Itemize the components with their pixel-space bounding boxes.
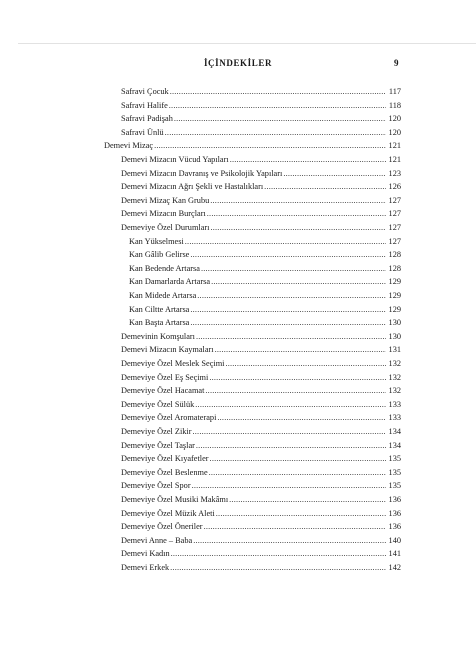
toc-entry-page: 134 — [388, 440, 401, 450]
toc-entry-page: 120 — [388, 127, 401, 137]
dot-leader — [170, 561, 386, 575]
toc-entry-page: 134 — [388, 427, 401, 436]
dot-leader — [216, 507, 386, 521]
dot-leader — [207, 207, 386, 221]
dot-leader — [190, 248, 386, 262]
toc-entry-page: 130 — [388, 331, 401, 341]
toc-entry[interactable] — [121, 194, 401, 208]
toc-entry[interactable] — [121, 99, 401, 113]
dot-leader — [211, 275, 386, 289]
toc-entry-title: Demeviye Özel Taşlar — [121, 440, 195, 450]
dot-leader — [190, 316, 386, 330]
toc-entry[interactable] — [121, 85, 401, 99]
toc-entry-page: 123 — [388, 168, 401, 178]
toc-entry-page: 128 — [388, 250, 401, 260]
toc-entry-page: 129 — [388, 304, 401, 314]
toc-entry-title: Demeviye Özel Beslenme — [121, 467, 208, 477]
toc-entry-page: 132 — [388, 372, 401, 382]
toc-entry-title: Demeviye Özel Öneriler — [121, 522, 203, 532]
toc-entry-title: Demeviye Özel Sülük — [121, 399, 195, 409]
top-divider — [18, 43, 476, 44]
dot-leader — [192, 479, 386, 493]
toc-entry-title: Demevi Mizacın Ağrı Şekli ve Hastalıkları — [121, 182, 264, 192]
toc-entry-page: 133 — [388, 399, 401, 409]
toc-entry-page: 136 — [388, 508, 401, 518]
toc-entry-title: Demevi Mizaç — [104, 141, 154, 151]
dot-leader — [209, 371, 386, 385]
page-number: 9 — [394, 58, 399, 68]
toc-entry-page: 121 — [388, 155, 401, 164]
toc-entry-page: 133 — [388, 413, 401, 423]
toc-entry-page: 135 — [388, 467, 401, 477]
toc-entry-title: Demeviye Özel Meslek Seçimi — [121, 359, 225, 368]
dot-leader — [210, 452, 386, 466]
toc-entry-title: Safravi Ünlü — [121, 127, 164, 137]
toc-entry-page: 136 — [388, 495, 401, 504]
toc-entry-title: Demeviye Özel Aromaterapi — [121, 413, 217, 423]
toc-entry-title: Demeviye Özel Zikir — [121, 427, 192, 436]
toc-entry-title: Kan Midede Artarsa — [129, 291, 197, 300]
toc-entry[interactable] — [121, 153, 401, 167]
dot-leader — [215, 343, 386, 357]
toc-entry-title: Demevi Mizacın Burçları — [121, 209, 206, 219]
toc-entry[interactable] — [121, 534, 401, 548]
toc-entry[interactable] — [121, 561, 401, 575]
dot-leader — [197, 289, 386, 303]
toc-entry-page: 128 — [388, 263, 401, 273]
toc-entry[interactable] — [121, 112, 401, 126]
toc-entry[interactable] — [129, 248, 401, 262]
toc-entry-title: Demevi Kadın — [121, 549, 170, 559]
dot-leader — [154, 139, 386, 153]
toc-entry-page: 129 — [388, 291, 401, 300]
toc-entry-title: Kan Bedende Artarsa — [129, 263, 200, 273]
toc-entry[interactable] — [121, 479, 401, 493]
toc-entry-title: Demeviye Özel Spor — [121, 481, 191, 491]
dot-leader — [201, 262, 386, 276]
toc-entry[interactable] — [121, 207, 401, 221]
toc-entry-page: 136 — [388, 522, 401, 532]
dot-leader — [170, 85, 386, 99]
toc-entry-page: 121 — [388, 141, 401, 151]
dot-leader — [217, 411, 386, 425]
toc-entry[interactable] — [121, 343, 401, 357]
toc-entry-title: Demevi Anne – Baba — [121, 535, 193, 545]
dot-leader — [196, 330, 386, 344]
toc-entry[interactable] — [121, 452, 401, 466]
page-header — [0, 58, 476, 72]
toc-entry[interactable] — [121, 507, 401, 521]
dot-leader — [210, 221, 386, 235]
toc-entry-title: Kan Gâlib Gelirse — [129, 250, 190, 260]
dot-leader — [193, 534, 386, 548]
toc-entry-page: 129 — [388, 277, 401, 287]
toc-entry-page: 135 — [388, 454, 401, 464]
toc-entry-page: 142 — [388, 563, 401, 572]
dot-leader — [283, 167, 386, 181]
toc-entry-title: Demevi Mizaç Kan Grubu — [121, 195, 210, 205]
toc-entry[interactable] — [129, 289, 401, 303]
toc-entry-title: Demeviye Özel Musiki Makâmı — [121, 495, 229, 504]
dot-leader — [209, 466, 386, 480]
toc-entry-page: 127 — [388, 195, 401, 205]
toc-entry[interactable] — [121, 411, 401, 425]
toc-entry-page: 127 — [388, 209, 401, 219]
toc-entry-title: Demevi Erkek — [121, 563, 170, 572]
toc-entry-page: 140 — [388, 535, 401, 545]
toc-entry-title: Demeviye Özel Hacamat — [121, 386, 205, 396]
toc-entry-title: Kan Yükselmesi — [129, 236, 184, 246]
toc-entry[interactable] — [129, 262, 401, 276]
dot-leader — [165, 126, 386, 140]
toc-entry[interactable] — [121, 167, 401, 181]
toc-entry[interactable] — [121, 357, 401, 371]
toc-entry-title: Demevi Mizacın Davranış ve Psikolojik Yapıları — [121, 168, 283, 178]
toc-entry-title: Demeviye Özel Müzik Aleti — [121, 508, 215, 518]
toc-entry-title: Kan Damarlarda Artarsa — [129, 277, 211, 287]
toc-entry-page: 117 — [388, 87, 401, 96]
dot-leader — [205, 384, 386, 398]
toc-entry-title: Safravi Halife — [121, 100, 168, 110]
toc-entry-title: Kan Ciltte Artarsa — [129, 304, 190, 314]
dot-leader — [195, 398, 386, 412]
toc-entry[interactable] — [121, 371, 401, 385]
dot-leader — [264, 180, 386, 194]
dot-leader — [169, 99, 386, 113]
toc-entry-page: 132 — [388, 359, 401, 368]
toc-entry[interactable] — [121, 520, 401, 534]
toc-entry-page: 127 — [388, 223, 401, 232]
toc-entry-page: 135 — [388, 481, 401, 491]
toc-entry-page: 120 — [388, 114, 401, 124]
toc-entry-title: Demeviye Özel Eş Seçimi — [121, 372, 209, 382]
dot-leader — [229, 493, 386, 507]
toc-entry[interactable] — [129, 275, 401, 289]
toc-entry-page: 130 — [388, 318, 401, 328]
page-title: İÇİNDEKİLER — [203, 58, 273, 68]
toc-entry[interactable] — [121, 221, 401, 235]
toc-entry[interactable] — [121, 384, 401, 398]
toc-entry-page: 141 — [388, 549, 401, 559]
dot-leader — [196, 439, 386, 453]
dot-leader — [171, 547, 386, 561]
toc-entry-page: 132 — [388, 386, 401, 396]
toc-entry-title: Kan Başta Artarsa — [129, 318, 190, 328]
dot-leader — [185, 235, 386, 249]
toc-entry-title: Safravi Padişah — [121, 114, 173, 124]
toc-entry[interactable] — [121, 466, 401, 480]
toc-entry[interactable] — [129, 235, 401, 249]
dot-leader — [190, 303, 386, 317]
toc-entry[interactable] — [121, 547, 401, 561]
toc-entry[interactable] — [129, 316, 401, 330]
dot-leader — [204, 520, 386, 534]
toc-entry[interactable] — [121, 398, 401, 412]
toc-entry-title: Demevi Mizacın Kaymaları — [121, 345, 214, 355]
toc-entry[interactable] — [121, 493, 401, 507]
toc-entry[interactable] — [121, 425, 401, 439]
toc-entry[interactable] — [121, 126, 401, 140]
toc-entry-title: Demevinin Komşuları — [121, 331, 195, 341]
toc-entry-page: 131 — [388, 345, 401, 355]
toc-entry-page: 118 — [388, 100, 401, 110]
dot-leader — [225, 357, 386, 371]
toc-entry[interactable] — [121, 439, 401, 453]
toc-entry-title: Safravi Çocuk — [121, 87, 169, 96]
toc-entry[interactable] — [104, 139, 401, 153]
toc-entry[interactable] — [129, 303, 401, 317]
toc-entry-page: 127 — [388, 236, 401, 246]
toc-entry-title: Demeviye Özel Kıyafetler — [121, 454, 209, 464]
dot-leader — [174, 112, 386, 126]
toc-entry-title: Demeviye Özel Durumları — [121, 223, 210, 232]
toc-entry[interactable] — [121, 330, 401, 344]
dot-leader — [230, 153, 386, 167]
dot-leader — [210, 194, 386, 208]
toc-entry-title: Demevi Mizacın Vücud Yapıları — [121, 155, 229, 164]
toc-entry-page: 126 — [388, 182, 401, 192]
dot-leader — [193, 425, 387, 439]
toc-entry[interactable] — [121, 180, 401, 194]
